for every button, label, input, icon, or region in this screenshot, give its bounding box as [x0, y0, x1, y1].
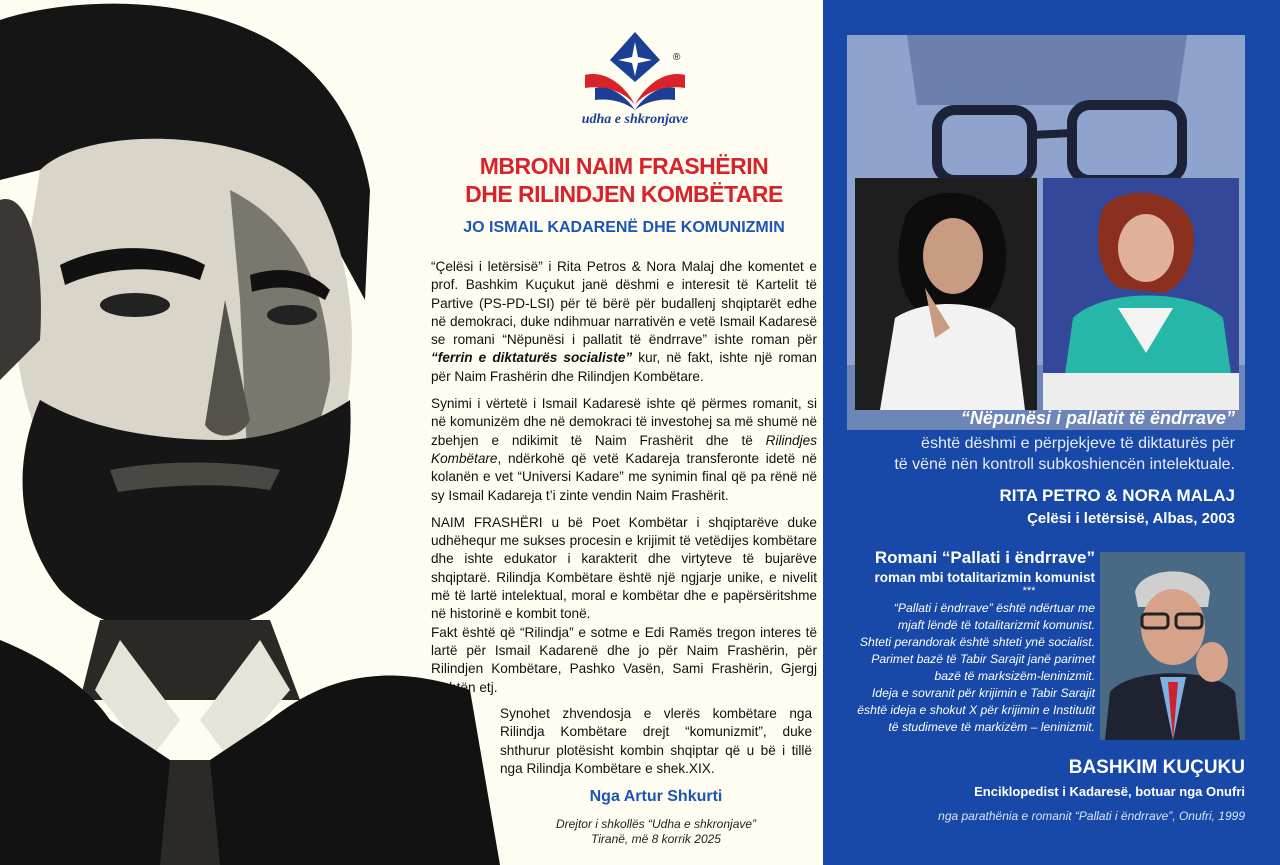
- novel-desc-line: të studimeve të markizëm – leninizmit.: [888, 720, 1095, 734]
- paragraph-3: NAIM FRASHËRI u bë Poet Kombëtar i shqiptarëve duke udhëhequr me sukses procesin e krijimit të vetëdijes kombëtare dhe ishte edukator i karakterit dhe virtyteve të bujarëve shqiptarë. Rilindja Kombëtare është një ngjarje unike, e nivelit më të lartë intelektual, moral e kombëtar dhe e papërsëritshme në historinë e kombit tonë.: [431, 514, 817, 622]
- headline-line-1: MBRONI NAIM FRASHËRIN: [479, 153, 769, 179]
- quote-source: Çelësi i letërsisë, Albas, 2003: [1027, 510, 1235, 527]
- novel-description: [823, 600, 1095, 736]
- novel-subtitle: roman mbi totalitarizmin komunist: [874, 570, 1095, 585]
- paragraph-2-emphasis: Rilindjes Kombëtare: [431, 432, 817, 466]
- headline: [425, 152, 823, 208]
- paragraph-1: [431, 258, 817, 386]
- photo-bashkim-kucuku: [1100, 552, 1245, 740]
- quote-title: “Nëpunësi i pallatit të ëndrrave”: [960, 408, 1235, 428]
- novel-desc-line: bazë të marksizëm-leninizmit.: [934, 669, 1095, 683]
- article-author: Nga Artur Shkurti: [589, 788, 723, 805]
- paragraph-2-text: Synimi i vërtetë i Ismail Kadaresë ishte që përmes romanit, si në komunizëm dhe në demokraci të investohej sa më shumë në zbehjen e ndikimit të Naim Frashërit dhe të: [431, 396, 817, 448]
- registered-mark: ®: [673, 52, 681, 63]
- paragraph-4: Fakt është që “Rilindja” e sotme e Edi Ramës tregon interes të lartë për Ismail Kadarenë dhe jo për Naim Frashërin, për Rilindjen Kombëtare, Pashko Vasën, Sami Frashërin, Gjergj Fishtën etj.: [431, 624, 817, 695]
- author-title: Drejtor i shkollës “Udha e shkronjave”: [555, 817, 757, 831]
- separator-stars: ***: [1022, 585, 1036, 597]
- paragraph-1-text: “Çelësi i letërsisë” i Rita Petros & Nora Malaj dhe komentet e prof. Bashkim Kuçukut janë dëshmi e interesit të Kartelit të Partive (PS-PD-LSI) për të bërë për budallenj shqiptarët edhe në demokraci, duke ndihmuar narrativën e vetë Ismail Kadaresë se romani “Nëpunësi i pallatit të ëndrrave” ishte roman për: [431, 259, 817, 348]
- author-place-date: Tiranë, më 8 korrik 2025: [591, 832, 721, 846]
- photo-rita-petro: [855, 178, 1037, 410]
- quote-line-2: të vënë nën kontroll subkoshiencën intelektuale.: [894, 456, 1235, 473]
- subheadline: JO ISMAIL KADARENË DHE KOMUNIZMIN: [463, 219, 785, 236]
- quote-line-1: është dëshmi e përpjekjeve të diktaturës për: [921, 435, 1235, 452]
- paragraph-1-emphasis: “ferrin e diktaturës socialiste”: [431, 350, 633, 366]
- novel-desc-line: “Pallati i ëndrrave” është ndërtuar me: [893, 601, 1095, 615]
- novel-desc-line: është ideja e shokut X për krijimin e Institutit: [857, 703, 1095, 717]
- author-role: [500, 817, 812, 847]
- paragraph-1-text-end: kur, në fakt, ishte një roman për Naim Frashërin dhe Rilindjen Kombëtare.: [431, 350, 817, 384]
- quote-body: [847, 433, 1235, 475]
- photo-nora-malaj: [1043, 178, 1239, 410]
- novel-section: [823, 548, 1095, 736]
- right-panel: [823, 0, 1280, 865]
- article-column: [425, 0, 823, 865]
- kucuku-name: BASHKIM KUÇUKU: [1068, 757, 1245, 778]
- headline-line-2: DHE RILINDJEN KOMBËTARE: [465, 181, 783, 207]
- logo-emblem-icon: [580, 30, 690, 112]
- paragraph-5: Synohet zhvendosja e vlerës kombëtare nga Rilindja Kombëtare drejt “komunizmit”, duke shthurur plotësisht kombin shqiptar që u bë i tillë nga Rilindja Kombëtare e shek.XIX.: [500, 706, 812, 776]
- article-body: [431, 258, 817, 697]
- paragraph-2: [431, 395, 817, 505]
- novel-desc-line: Ideja e sovranit për krijimin e Tabir Sarajit: [871, 686, 1095, 700]
- novel-title: Romani “Pallati i ëndrrave”: [874, 548, 1095, 567]
- paragraph-2-text-end: , ndërkohë që vetë Kadareja transferonte idetë në kolanën e vet “Universi Kadare” me synimin final që pa rënë në sy Ismail Kadareja t’i zinte vendin Naim Frashërit.: [431, 450, 817, 503]
- novel-desc-line: mjaft lëndë të totalitarizmit komunist.: [897, 618, 1095, 632]
- school-logo: [580, 30, 690, 130]
- novel-desc-line: Parimet bazë të Tabir Sarajit janë parimet: [871, 652, 1095, 666]
- kucuku-role: Enciklopedist i Kadaresë, botuar nga Onufri: [974, 784, 1245, 799]
- novel-desc-line: Shteti perandorak është shteti ynë socialist.: [859, 635, 1095, 649]
- logo-text: udha e shkronjave: [581, 112, 689, 127]
- quote-authors: RITA PETRO & NORA MALAJ: [999, 486, 1235, 505]
- preface-source: nga parathënia e romanit “Pallati i ëndrrave”, Onufri, 1999: [938, 809, 1245, 823]
